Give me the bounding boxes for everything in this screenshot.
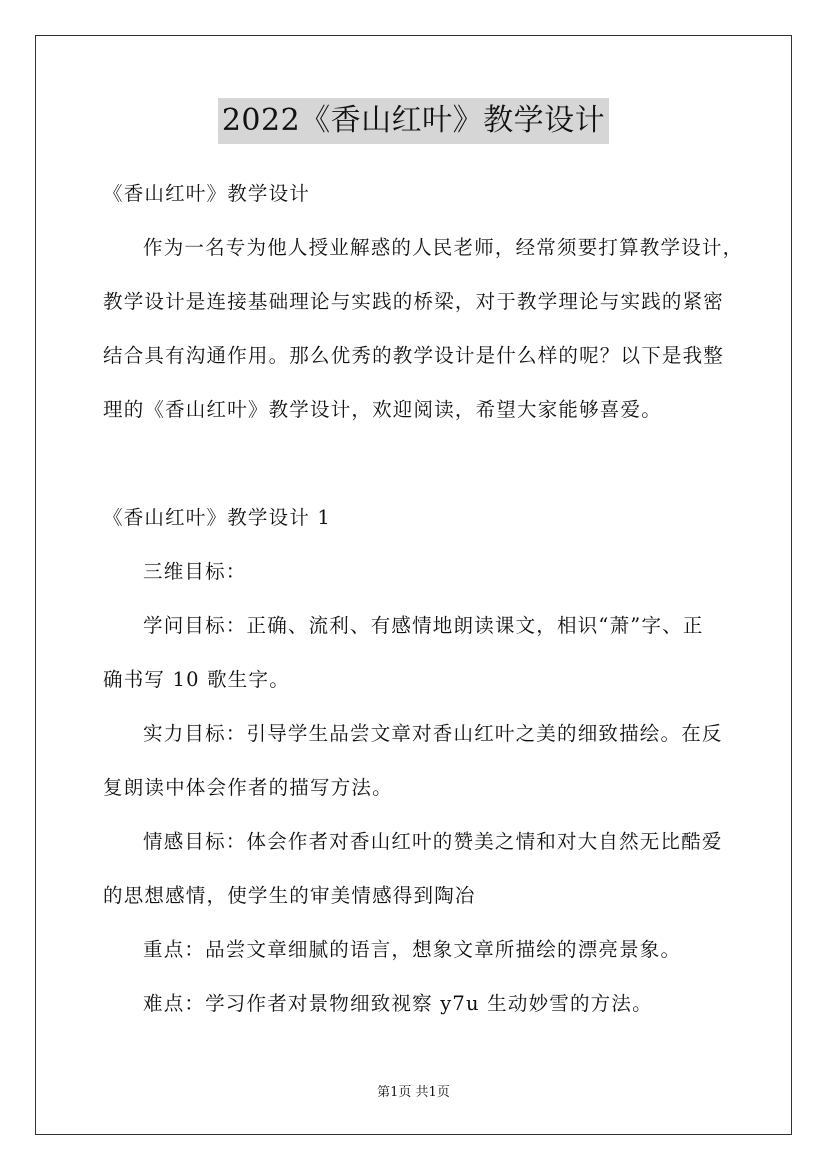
difficulty: 难点：学习作者对景物细致视察 y7u 生动妙雪的方法。	[143, 992, 653, 1015]
intro-paragraph-line-2: 教学设计是连接基础理论与实践的桥梁，对于教学理论与实践的紧密	[103, 290, 725, 313]
knowledge-goal-line-2: 确书写 10 歌生字。	[103, 668, 290, 691]
page-footer: 第1页 共1页	[377, 1085, 450, 1100]
objectives-heading: 三维目标：	[143, 560, 247, 583]
key-point: 重点：品尝文章细腻的语言，想象文章所描绘的漂亮景象。	[143, 938, 682, 961]
intro-paragraph-line-4: 理的《香山红叶》教学设计，欢迎阅读，希望大家能够喜爱。	[103, 398, 662, 421]
document-title: 2022《香山红叶》教学设计	[218, 98, 609, 144]
intro-paragraph-line-3: 结合具有沟通作用。那么优秀的教学设计是什么样的呢？以下是我整	[103, 344, 725, 367]
intro-heading: 《香山红叶》教学设计	[103, 182, 311, 205]
section-heading: 《香山红叶》教学设计 1	[103, 506, 332, 529]
knowledge-goal-line-1: 学问目标：正确、流利、有感情地朗读课文，相识“萧”字、正	[143, 614, 704, 637]
ability-goal-line-1: 实力目标：引导学生品尝文章对香山红叶之美的细致描绘。在反	[143, 722, 723, 745]
emotion-goal-line-1: 情感目标：体会作者对香山红叶的赞美之情和对大自然无比酷爱	[143, 830, 723, 853]
emotion-goal-line-2: 的思想感情，使学生的审美情感得到陶冶	[103, 884, 476, 907]
ability-goal-line-2: 复朗读中体会作者的描写方法。	[103, 776, 393, 799]
intro-paragraph-line-1: 作为一名专为他人授业解惑的人民老师，经常须要打算教学设计，	[143, 236, 744, 259]
title-container	[0, 98, 827, 144]
